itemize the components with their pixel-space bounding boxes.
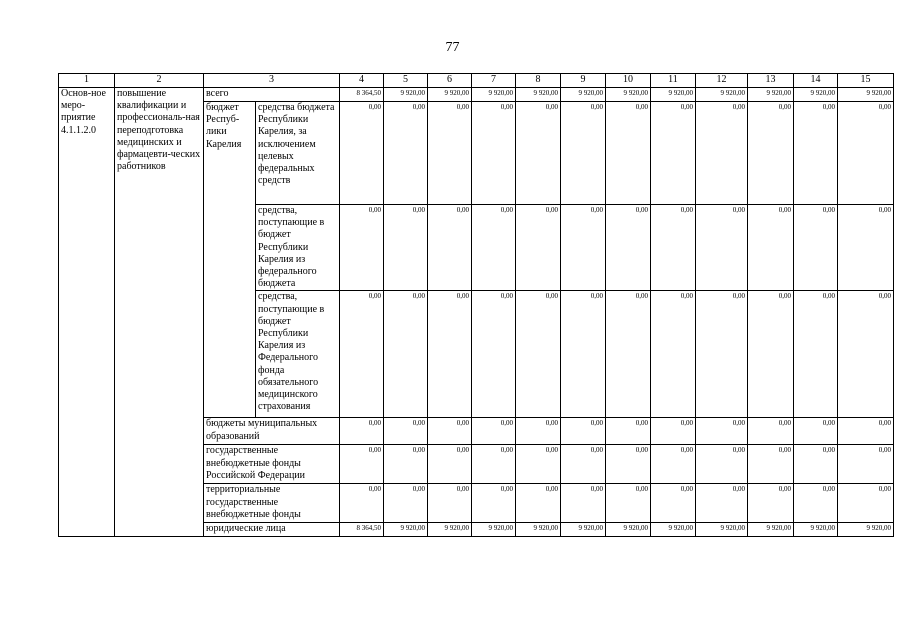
value-cell: 0,00 (472, 445, 516, 484)
value-cell: 0,00 (794, 484, 838, 523)
value-cell: 0,00 (696, 484, 748, 523)
value-cell: 0,00 (561, 445, 606, 484)
value-cell: 0,00 (384, 445, 428, 484)
value-cell: 0,00 (748, 205, 794, 291)
value-cell: 0,00 (384, 484, 428, 523)
value-cell: 0,00 (340, 291, 384, 418)
value-cell: 0,00 (428, 418, 472, 445)
value-cell: 0,00 (340, 484, 384, 523)
value-cell: 0,00 (561, 418, 606, 445)
value-cell: 0,00 (794, 205, 838, 291)
header-cell: 5 (384, 74, 428, 88)
value-cell: 0,00 (340, 205, 384, 291)
header-cell: 10 (606, 74, 651, 88)
value-cell: 9 920,00 (794, 88, 838, 102)
value-cell: 0,00 (606, 484, 651, 523)
value-cell: 0,00 (561, 102, 606, 205)
budget-table (58, 73, 894, 537)
value-cell: 9 920,00 (696, 523, 748, 537)
value-cell: 0,00 (606, 291, 651, 418)
header-cell: 1 (59, 74, 115, 88)
value-cell: 0,00 (748, 418, 794, 445)
value-cell: 0,00 (561, 484, 606, 523)
header-cell: 2 (115, 74, 204, 88)
row-label: средства бюджета Республики Карелия, за исключением целевых федеральных средств (256, 102, 340, 205)
value-cell: 9 920,00 (561, 523, 606, 537)
value-cell: 0,00 (516, 205, 561, 291)
value-cell: 0,00 (428, 484, 472, 523)
page-number: 77 (445, 40, 460, 55)
value-cell: 9 920,00 (561, 88, 606, 102)
value-cell: 0,00 (340, 445, 384, 484)
row-label: всего (204, 88, 340, 102)
value-cell: 0,00 (472, 418, 516, 445)
value-cell: 0,00 (472, 291, 516, 418)
value-cell: 9 920,00 (472, 523, 516, 537)
value-cell: 9 920,00 (472, 88, 516, 102)
value-cell: 0,00 (472, 484, 516, 523)
value-cell: 0,00 (696, 102, 748, 205)
table-row (59, 88, 894, 102)
value-cell: 9 920,00 (651, 88, 696, 102)
value-cell: 0,00 (794, 445, 838, 484)
value-cell: 0,00 (384, 205, 428, 291)
value-cell: 0,00 (651, 418, 696, 445)
value-cell: 0,00 (384, 102, 428, 205)
value-cell: 0,00 (516, 291, 561, 418)
value-cell: 0,00 (838, 205, 894, 291)
value-cell: 0,00 (606, 102, 651, 205)
value-cell: 0,00 (516, 484, 561, 523)
value-cell: 0,00 (651, 291, 696, 418)
value-cell: 0,00 (561, 291, 606, 418)
header-cell: 7 (472, 74, 516, 88)
header-cell: 14 (794, 74, 838, 88)
value-cell: 0,00 (696, 205, 748, 291)
value-cell: 9 920,00 (794, 523, 838, 537)
value-cell: 0,00 (651, 484, 696, 523)
value-cell: 9 920,00 (838, 523, 894, 537)
value-cell: 0,00 (748, 445, 794, 484)
value-cell: 0,00 (428, 291, 472, 418)
value-cell: 9 920,00 (838, 88, 894, 102)
value-cell: 0,00 (838, 484, 894, 523)
row-label: территориальные государственные внебюджетные фонды (204, 484, 340, 523)
value-cell: 0,00 (794, 102, 838, 205)
value-cell: 0,00 (606, 418, 651, 445)
value-cell: 0,00 (472, 205, 516, 291)
value-cell: 0,00 (340, 102, 384, 205)
value-cell: 0,00 (384, 291, 428, 418)
header-cell: 9 (561, 74, 606, 88)
header-cell: 12 (696, 74, 748, 88)
header-cell: 3 (204, 74, 340, 88)
budget-group-label: бюджет Респуб-лики Карелия (204, 102, 256, 418)
value-cell: 0,00 (748, 291, 794, 418)
value-cell: 0,00 (748, 484, 794, 523)
header-cell: 6 (428, 74, 472, 88)
row-label: средства, поступающие в бюджет Республики Карелия из Федерального фонда обязательного медицинского страхования (256, 291, 340, 418)
value-cell: 0,00 (838, 291, 894, 418)
value-cell: 9 920,00 (651, 523, 696, 537)
value-cell: 0,00 (838, 418, 894, 445)
value-cell: 0,00 (696, 445, 748, 484)
value-cell: 0,00 (561, 205, 606, 291)
activity-code: Основ-ное меро-приятие 4.1.1.2.0 (59, 88, 115, 537)
value-cell: 0,00 (748, 102, 794, 205)
value-cell: 0,00 (838, 445, 894, 484)
row-label: бюджеты муниципальных образований (204, 418, 340, 445)
value-cell: 9 920,00 (696, 88, 748, 102)
value-cell: 0,00 (340, 418, 384, 445)
value-cell: 8 364,50 (340, 523, 384, 537)
value-cell: 8 364,50 (340, 88, 384, 102)
header-cell: 8 (516, 74, 561, 88)
value-cell: 0,00 (794, 418, 838, 445)
row-label: средства, поступающие в бюджет Республики Карелия из федерального бюджета (256, 205, 340, 291)
value-cell: 9 920,00 (516, 523, 561, 537)
row-label: государственные внебюджетные фонды Российской Федерации (204, 445, 340, 484)
header-cell: 13 (748, 74, 794, 88)
value-cell: 9 920,00 (748, 88, 794, 102)
row-label: юридические лица (204, 523, 340, 537)
value-cell: 0,00 (838, 102, 894, 205)
header-cell: 4 (340, 74, 384, 88)
value-cell: 9 920,00 (384, 88, 428, 102)
value-cell: 0,00 (794, 291, 838, 418)
value-cell: 0,00 (516, 102, 561, 205)
header-cell: 15 (838, 74, 894, 88)
value-cell: 0,00 (651, 102, 696, 205)
value-cell: 0,00 (384, 418, 428, 445)
value-cell: 9 920,00 (428, 523, 472, 537)
value-cell: 0,00 (428, 102, 472, 205)
value-cell: 9 920,00 (606, 88, 651, 102)
value-cell: 0,00 (428, 205, 472, 291)
value-cell: 0,00 (516, 418, 561, 445)
value-cell: 9 920,00 (384, 523, 428, 537)
activity-name: повышение квалификации и профессиональ-ная переподготовка медицинских и фармацевти-ческих работников (115, 88, 204, 537)
value-cell: 9 920,00 (428, 88, 472, 102)
value-cell: 9 920,00 (516, 88, 561, 102)
value-cell: 0,00 (606, 445, 651, 484)
value-cell: 0,00 (472, 102, 516, 205)
value-cell: 0,00 (696, 418, 748, 445)
header-row (59, 74, 894, 88)
value-cell: 9 920,00 (606, 523, 651, 537)
value-cell: 0,00 (696, 291, 748, 418)
value-cell: 0,00 (651, 445, 696, 484)
header-cell: 11 (651, 74, 696, 88)
value-cell: 0,00 (516, 445, 561, 484)
value-cell: 9 920,00 (748, 523, 794, 537)
value-cell: 0,00 (606, 205, 651, 291)
value-cell: 0,00 (428, 445, 472, 484)
value-cell: 0,00 (651, 205, 696, 291)
